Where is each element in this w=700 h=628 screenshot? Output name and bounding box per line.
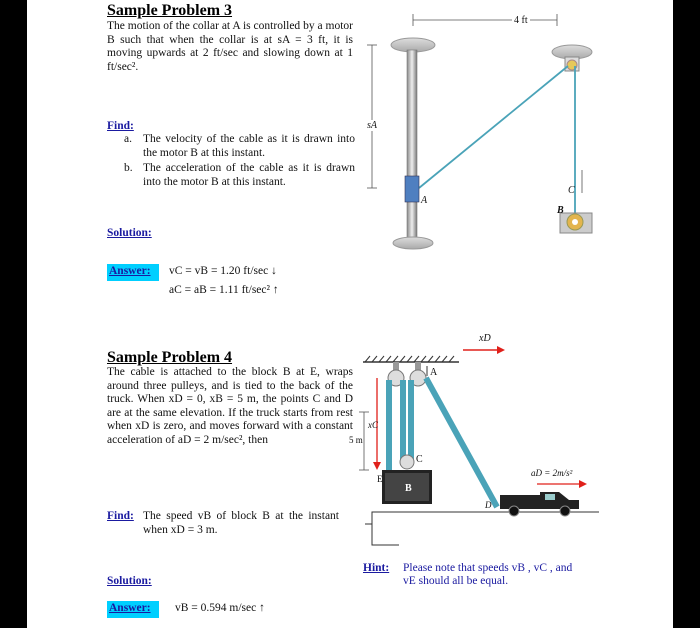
- p3-C-label: C: [568, 185, 575, 196]
- p4-find-label: Find:: [107, 510, 134, 522]
- p3-find-a: The velocity of the cable as it is drawn into the motor B at this instant.: [143, 133, 355, 159]
- p3-statement: The motion of the collar at A is controlled by a motor B such that when the collar is at sA = 3 ft, it is moving upwards at 2 ft/sec and slowing down at 1 ft/sec².: [107, 20, 353, 73]
- p4-aD-label: aD = 2m/s²: [531, 468, 573, 478]
- p4-answer-line1: vB = 0.594 m/sec ↑: [175, 602, 265, 614]
- p3-solution-label: Solution:: [107, 227, 152, 239]
- p4-answer-label: Answer:: [109, 602, 151, 614]
- document-page: [27, 0, 673, 628]
- p4-A-label: A: [430, 367, 438, 378]
- p3-find-a-marker: a.: [124, 133, 132, 145]
- p4-hint-label: Hint:: [363, 562, 390, 574]
- p4-statement: The cable is attached to the block B at E, wraps around three pulleys, and is tied to the back of the truck. When xD = 0, xB = 5 m, the points C and D are at the same elevation. If the truck starts from rest when xD is zero, and moves forward with a constant acceleration of aD = 2 m/sec², then: [107, 366, 353, 446]
- p4-xC-label: xC: [368, 420, 378, 430]
- p3-find-label: Find:: [107, 120, 134, 132]
- p4-hint-text: Please note that speeds vB , vC , and vE should all be equal.: [403, 562, 573, 587]
- p3-answer-label: Answer:: [109, 265, 151, 277]
- p3-find-b: The acceleration of the cable as it is drawn into the motor B at this instant.: [143, 162, 355, 188]
- sample-problem-4-title: Sample Problem 4: [107, 349, 233, 366]
- p4-C-label: C: [416, 454, 423, 465]
- p4-E-label: E: [377, 474, 383, 484]
- sample-problem-3-title: Sample Problem 3: [107, 2, 233, 19]
- p3-sA-label: sA: [367, 120, 377, 131]
- p4-5m-label: 5 m: [349, 435, 363, 445]
- p4-find-text: The speed vB of block B at the instant when xD = 3 m.: [143, 510, 339, 536]
- p4-figure: [27, 0, 673, 628]
- p4-D-label: D: [485, 500, 492, 510]
- p3-B-label: B: [557, 205, 564, 216]
- p3-answer-line1: vC = vB = 1.20 ft/sec ↓: [169, 265, 277, 277]
- p4-B-label: B: [405, 483, 412, 494]
- p3-find-b-marker: b.: [124, 162, 133, 174]
- p3-answer-line2: aC = aB = 1.11 ft/sec² ↑: [169, 284, 279, 296]
- p4-xD-label: xD: [479, 333, 491, 344]
- p4-solution-label: Solution:: [107, 575, 152, 587]
- p3-dim-4ft: 4 ft: [514, 15, 528, 26]
- p3-A-label: A: [421, 195, 428, 206]
